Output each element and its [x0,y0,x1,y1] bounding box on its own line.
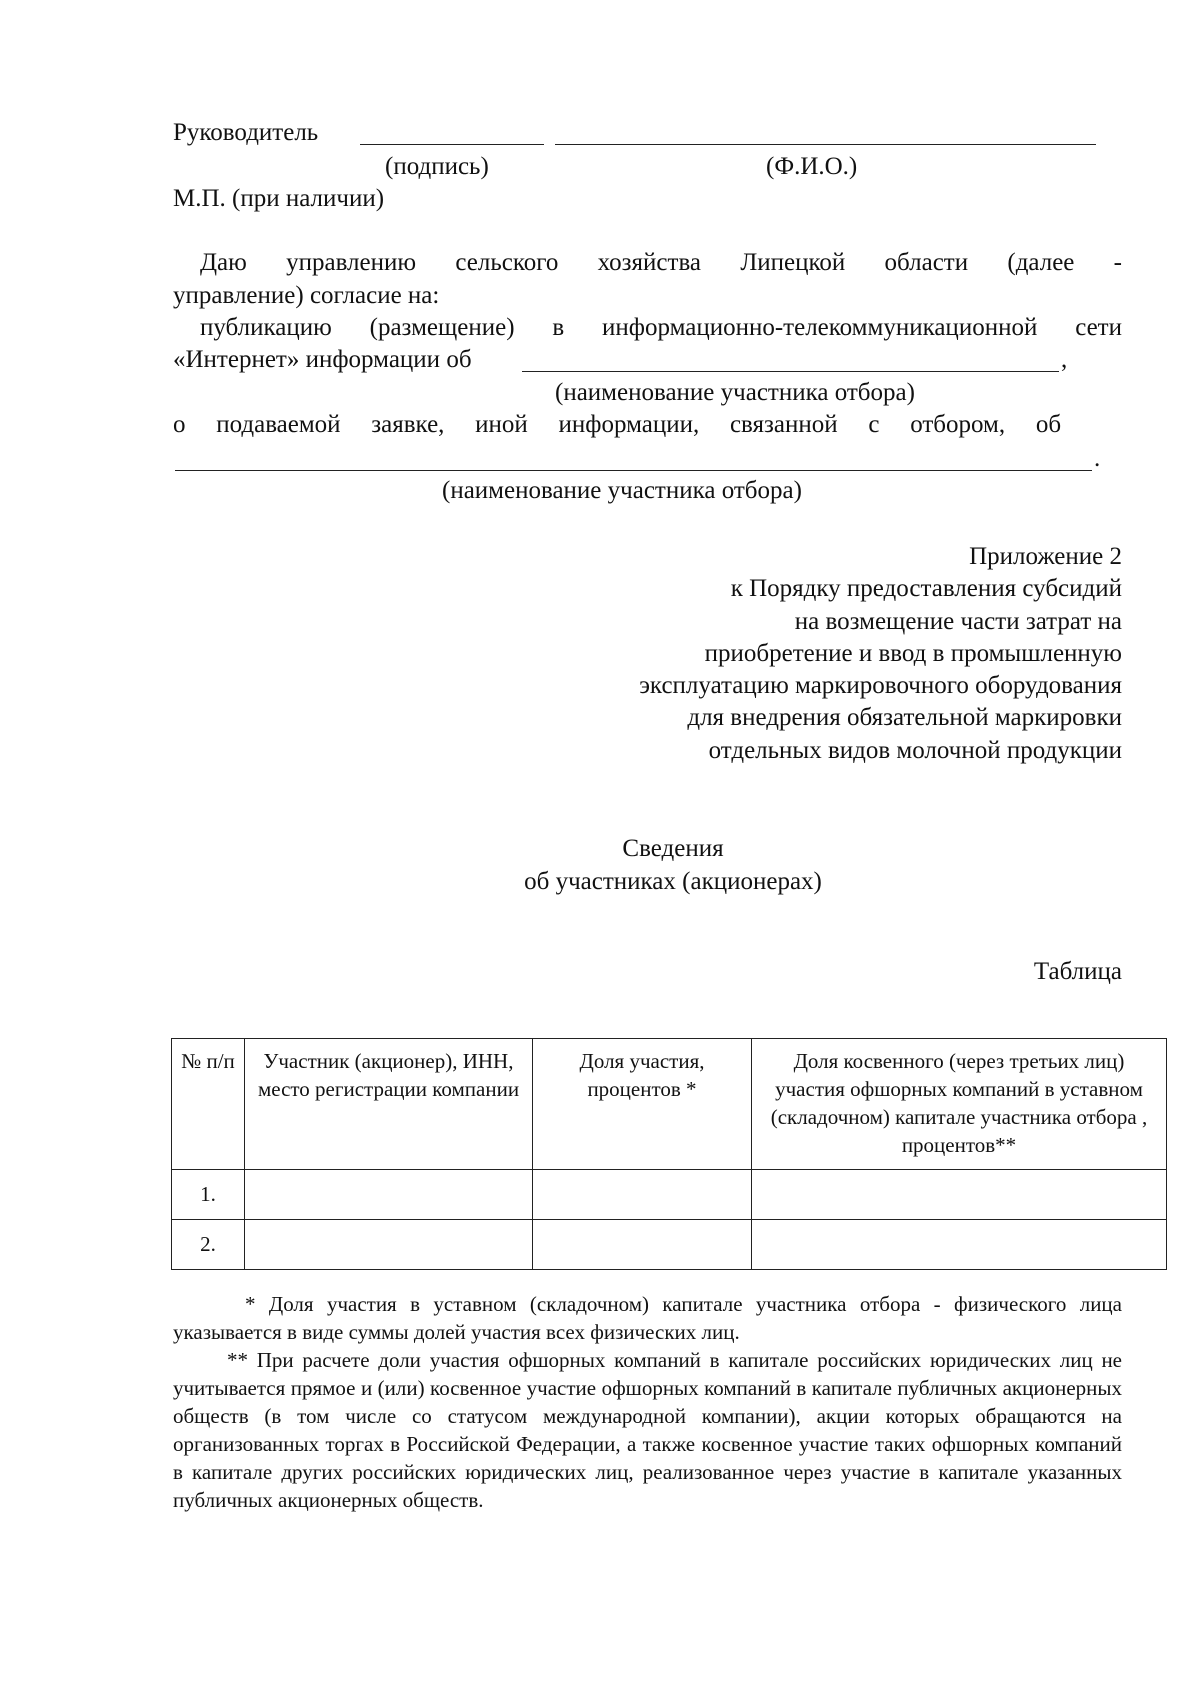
comma: , [1061,346,1068,373]
table-header-row [172,1039,1167,1170]
appendix-line: Приложение 2 [969,543,1122,570]
signature-caption: (подпись) [385,153,489,180]
consent-line-4-lead: «Интернет» информации об [173,346,472,373]
table-row [172,1220,1167,1270]
row-number: 2. [172,1220,245,1270]
participant-cell[interactable] [245,1220,533,1270]
document-title: Сведения [622,835,724,862]
footnote-2: ** При расчете доли участия офшорных компаний в капитале российских юридических лиц не учитывается прямое и (или) косвенное участие офшорных компаний в капитале публичных акционерных обществ (в том числе со статусом международной компании), акции которых обращаются на организованных торгах в Российской Федерации, а также косвенное участие таких офшорных компаний в капитале других российских юридических лиц, реализованное через участие в капитале указанных публичных акционерных обществ. [173,1348,1122,1512]
offshore-share-cell[interactable] [752,1170,1167,1220]
footnote-1: * Доля участия в уставном (складочном) капитале участника отбора - физического лица указывается в виде суммы долей участия всех физических лиц. [173,1292,1122,1344]
share-cell[interactable] [533,1170,752,1220]
head-label: Руководитель [173,119,319,146]
seal-label: М.П. (при наличии) [173,185,385,212]
appendix-line: отдельных видов молочной продукции [708,736,1122,764]
consent-line-2: управление) согласие на: [173,282,440,309]
consent-line-3: публикацию (размещение) в информационно-телекоммуникационной сети [200,314,1122,341]
period: . [1094,445,1101,472]
participant-caption-2: (наименование участника отбора) [442,477,802,504]
full-name-blank[interactable] [555,144,1096,145]
participant-name-blank-1[interactable] [522,371,1059,372]
participant-caption-1: (наименование участника отбора) [555,379,915,406]
signature-blank[interactable] [360,144,544,145]
offshore-share-cell[interactable] [752,1220,1167,1270]
col-header-number: № п/п [172,1039,245,1170]
table-label: Таблица [1033,958,1122,985]
participants-table [171,1038,1167,1270]
consent-line-5: о подаваемой заявке, иной информации, связанной с отбором, об [173,411,1062,438]
consent-line-1: Даю управлению сельского хозяйства Липецкой области (далее - [200,249,1123,276]
col-header-offshore-share: Доля косвенного (через третьих лиц) участия офшорных компаний в уставном (складочном) капитале участника отбора , процентов** [752,1039,1167,1170]
appendix-line: на возмещение части затрат на [794,607,1122,635]
full-name-caption: (Ф.И.О.) [766,153,858,180]
col-header-share: Доля участия, процентов * [533,1039,752,1170]
appendix-line: к Порядку предоставления субсидий [730,575,1122,603]
appendix-line: приобретение и ввод в промышленную [704,639,1122,667]
share-cell[interactable] [533,1220,752,1270]
participant-cell[interactable] [245,1170,533,1220]
document-subtitle: об участниках (акционерах) [524,868,822,895]
col-header-participant: Участник (акционер), ИНН, место регистрации компании [245,1039,533,1170]
table-row [172,1170,1167,1220]
appendix-line: для внедрения обязательной маркировки [687,704,1122,732]
appendix-block [450,541,1122,767]
appendix-line: эксплуатацию маркировочного оборудования [639,672,1122,700]
participant-name-blank-2[interactable] [175,470,1092,471]
row-number: 1. [172,1170,245,1220]
